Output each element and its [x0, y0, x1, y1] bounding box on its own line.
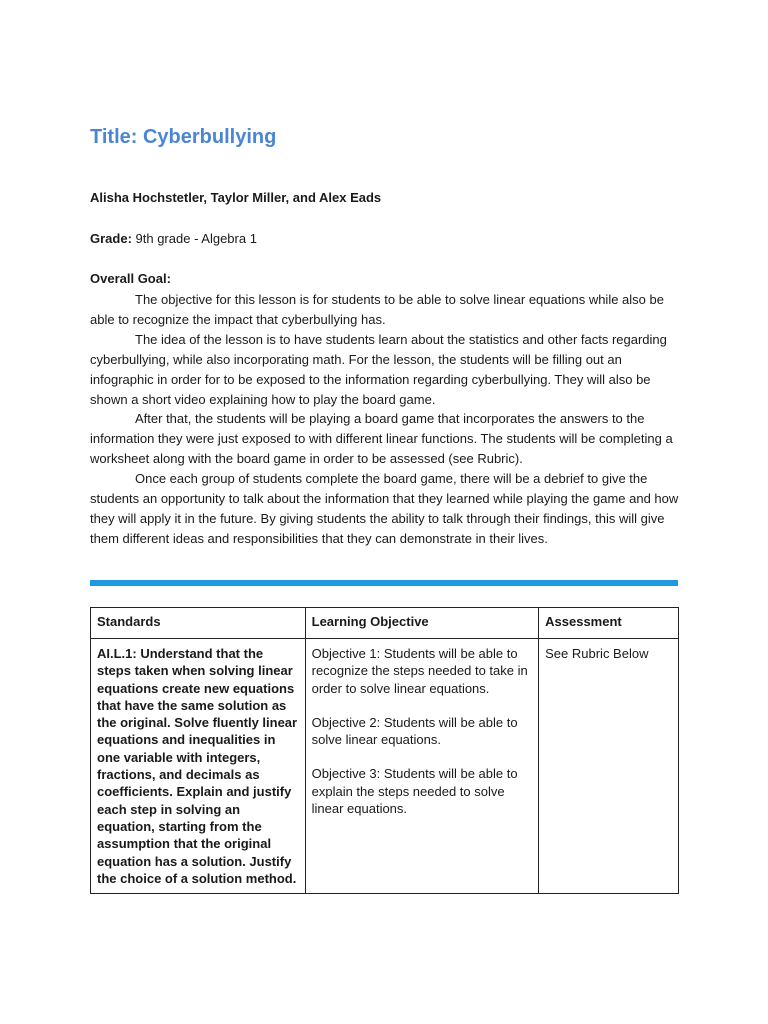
grade-label: Grade: — [90, 231, 132, 246]
assessment-text: See Rubric Below — [545, 646, 649, 661]
document-title: Title: Cyberbullying — [90, 126, 277, 148]
goal-paragraph: The objective for this lesson is for students to be able to solve linear equations while also be able to recognize the impact that cyberbullying has. — [90, 292, 664, 327]
objective-item: Objective 1: Students will be able to recognize the steps needed to take in order to solve linear equations. — [311, 646, 528, 696]
objective-item: Objective 2: Students will be able to solve linear equations. — [311, 714, 518, 748]
table-header-row — [91, 608, 679, 639]
goal-paragraph: After that, the students will be playing a board game that incorporates the answers to the information they were just exposed to with different linear functions. The students will be completing a worksheet along with the board game in order to be assessed (see Rubric). — [90, 411, 673, 467]
overall-goal-label: Overall Goal: — [90, 271, 171, 286]
authors: Alisha Hochstetler, Taylor Miller, and Alex Eads — [90, 190, 382, 205]
table-row — [91, 639, 679, 894]
header-assessment: Assessment — [539, 608, 679, 639]
header-standards: Standards — [91, 608, 306, 639]
grade-line — [90, 231, 257, 246]
goal-paragraph: The idea of the lesson is to have students learn about the statistics and other facts regarding cyberbullying, while also incorporating math. For the lesson, the students will be filling out an infographic in order for to be exposed to the information regarding cyberbullying. They will also be shown a short video explaining how to play the board game. — [90, 331, 667, 407]
assessment-cell — [539, 639, 679, 894]
section-divider — [90, 580, 678, 586]
objectives-cell — [305, 639, 539, 894]
goal-paragraph: Once each group of students complete the board game, there will be a debrief to give the students an opportunity to talk about the information that they learned while playing the game and how they will apply it in the future. By giving students the ability to talk through their findings, this will give them different ideas and responsibilities that they can demonstrate in their lives. — [90, 471, 679, 546]
grade-value: 9th grade - Algebra 1 — [131, 231, 257, 246]
standard-text: AI.L.1: Understand that the steps taken when solving linear equations create new equations that have the same solution as the original. Solve fluently linear equations and inequalities in one variable with integers, fractions, and decimals as coefficients. Explain and justify each step in solving an equation, starting from the assumption that the original equation has a solution. Justify the choice of a solution method. — [97, 646, 298, 886]
objective-item: Objective 3: Students will be able to explain the steps needed to solve linear equations. — [311, 766, 518, 817]
overall-goal-text — [90, 290, 680, 549]
standards-table — [90, 607, 679, 894]
standards-cell — [91, 639, 306, 894]
header-learning-objective: Learning Objective — [305, 608, 539, 639]
